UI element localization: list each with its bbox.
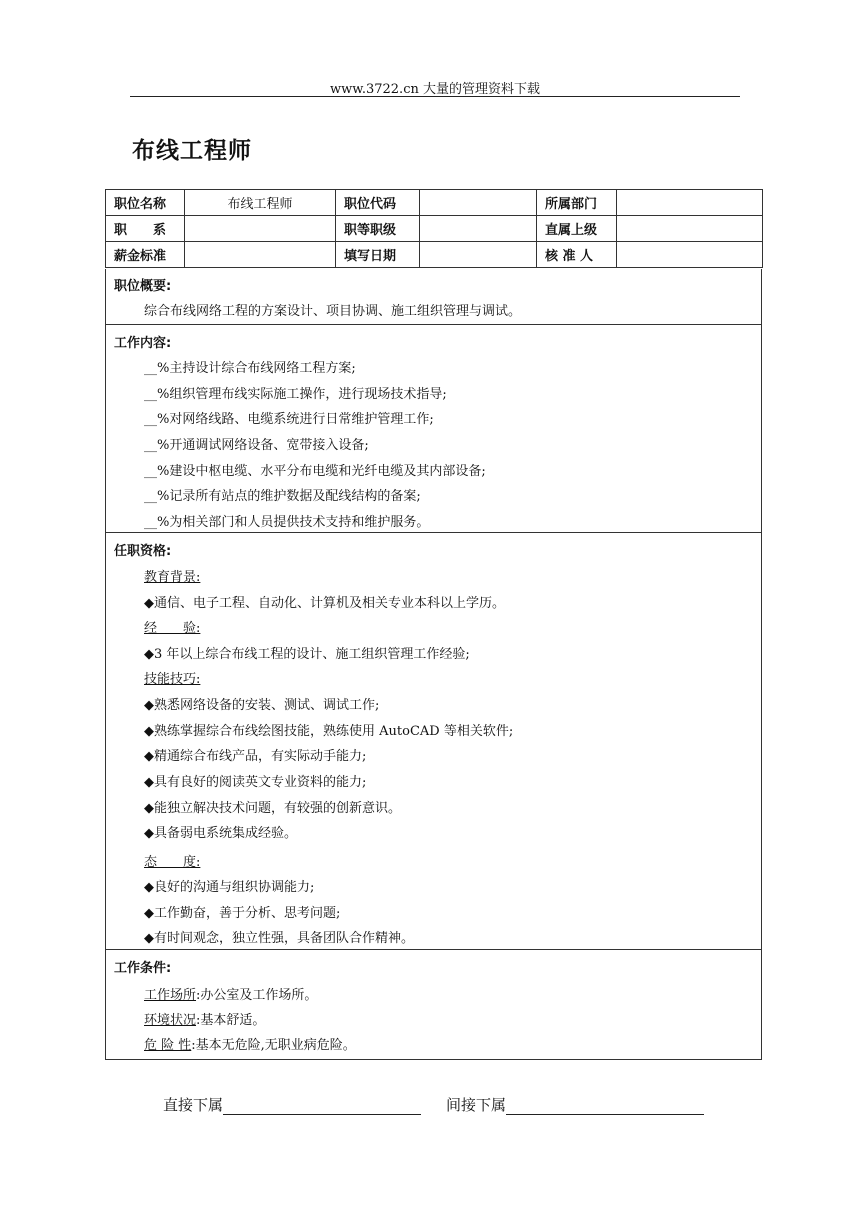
skills-label: 技能技巧: — [144, 672, 201, 687]
experience-label: 经 验: — [144, 621, 201, 636]
place-line — [144, 984, 317, 1003]
label-job-family: 职 系 — [106, 216, 185, 242]
list-item: __%对网络线路、电缆系统进行日常维护管理工作; — [144, 412, 434, 427]
qualifications-heading: 任职资格: — [114, 544, 172, 559]
value-approver — [617, 242, 763, 268]
indirect-subordinates-label: 间接下属 — [446, 1096, 507, 1114]
label-position-name: 职位名称 — [106, 190, 185, 216]
education-label: 教育背景: — [144, 570, 201, 585]
list-item: ◆精通综合布线产品，有实际动手能力; — [144, 749, 367, 764]
value-job-family — [185, 216, 336, 242]
label-grade: 职等职级 — [336, 216, 420, 242]
list-item: ◆工作勤奋，善于分析、思考问题; — [144, 906, 341, 921]
list-item: __%组织管理布线实际施工操作，进行现场技术指导; — [144, 387, 447, 402]
list-item: ◆熟悉网络设备的安装、测试、调试工作; — [144, 698, 380, 713]
position-info-table — [105, 189, 763, 268]
list-item: __%建设中枢电缆、水平分布电缆和光纤电缆及其内部设备; — [144, 464, 486, 479]
value-supervisor — [617, 216, 763, 242]
value-salary — [185, 242, 336, 268]
value-fill-date — [420, 242, 537, 268]
list-item: __%主持设计综合布线网络工程方案; — [144, 361, 356, 376]
risk-text: :基本无危险,无职业病危险。 — [191, 1038, 356, 1053]
label-department: 所属部门 — [537, 190, 617, 216]
label-fill-date: 填写日期 — [336, 242, 420, 268]
table-row — [106, 190, 763, 216]
value-position-code — [420, 190, 537, 216]
table-row — [106, 216, 763, 242]
value-position-name: 布线工程师 — [185, 190, 336, 216]
qualifications-section — [105, 532, 762, 950]
duties-section — [105, 324, 762, 533]
env-label: 环境状况 — [144, 1013, 197, 1028]
list-item: ◆熟练掌握综合布线绘图技能，熟练使用 AutoCAD 等相关软件; — [144, 724, 514, 739]
place-text: :办公室及工作场所。 — [196, 988, 318, 1003]
list-item: __%为相关部门和人员提供技术支持和维护服务。 — [144, 515, 430, 530]
label-position-code: 职位代码 — [336, 190, 420, 216]
list-item: ◆具备弱电系统集成经验。 — [144, 826, 297, 841]
risk-label: 危 险 性 — [144, 1038, 192, 1053]
conditions-heading: 工作条件: — [114, 961, 172, 976]
env-line — [144, 1009, 265, 1028]
attitude-label: 态 度: — [144, 855, 201, 870]
overview-section — [105, 269, 762, 325]
label-supervisor: 直属上级 — [537, 216, 617, 242]
value-department — [617, 190, 763, 216]
list-item: ◆有时间观念，独立性强，具备团队合作精神。 — [144, 931, 414, 946]
list-item: ◆具有良好的阅读英文专业资料的能力; — [144, 775, 367, 790]
label-salary: 薪金标准 — [106, 242, 185, 268]
direct-subordinates-blank[interactable] — [223, 1100, 421, 1115]
table-row — [106, 242, 763, 268]
indirect-subordinates-blank[interactable] — [506, 1100, 704, 1115]
experience-text: ◆3 年以上综合布线工程的设计、施工组织管理工作经验; — [144, 647, 470, 662]
education-text: ◆通信、电子工程、自动化、计算机及相关专业本科以上学历。 — [144, 596, 505, 611]
indirect-subordinates-field — [446, 1094, 704, 1115]
direct-subordinates-field — [163, 1094, 421, 1115]
direct-subordinates-label: 直接下属 — [163, 1096, 224, 1114]
document-title: 布线工程师 — [132, 138, 252, 164]
list-item: ◆良好的沟通与组织协调能力; — [144, 880, 315, 895]
page-header: www.3722.cn 大量的管理资料下载 — [330, 82, 540, 97]
env-text: :基本舒适。 — [196, 1013, 266, 1028]
header-rule — [130, 96, 740, 97]
overview-heading: 职位概要: — [114, 279, 172, 294]
value-grade — [420, 216, 537, 242]
risk-line — [144, 1034, 356, 1053]
duties-heading: 工作内容: — [114, 336, 172, 351]
list-item: ◆能独立解决技术问题，有较强的创新意识。 — [144, 801, 401, 816]
place-label: 工作场所 — [144, 988, 197, 1003]
list-item: __%开通调试网络设备、宽带接入设备; — [144, 438, 369, 453]
label-approver: 核 准 人 — [537, 242, 617, 268]
conditions-section — [105, 949, 762, 1060]
overview-text: 综合布线网络工程的方案设计、项目协调、施工组织管理与调试。 — [144, 304, 522, 319]
list-item: __%记录所有站点的维护数据及配线结构的备案; — [144, 489, 421, 504]
